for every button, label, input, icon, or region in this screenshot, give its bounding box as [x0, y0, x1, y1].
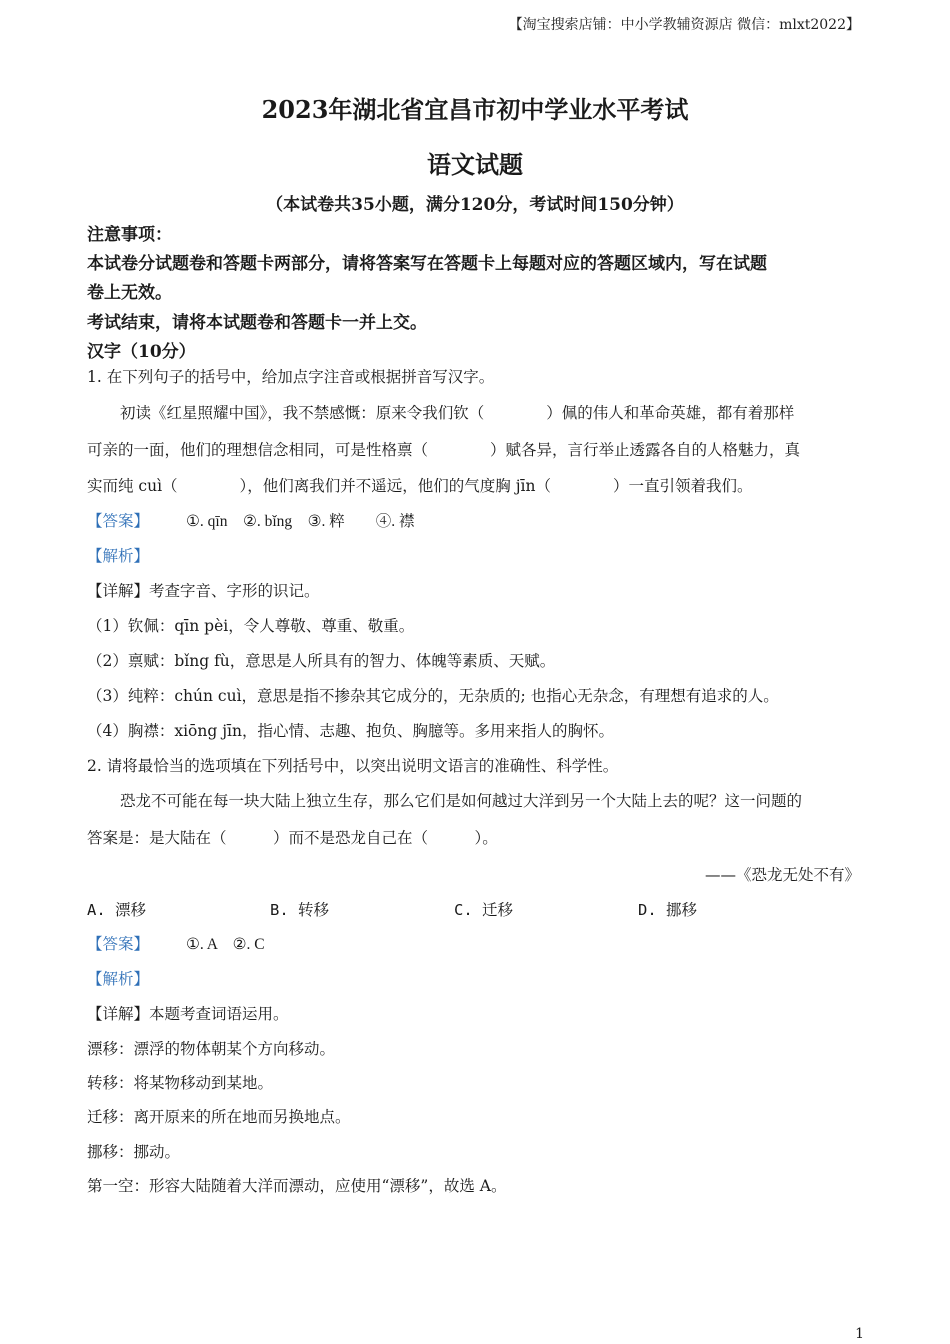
q2-answer-label: 【答案】 — [87, 935, 150, 953]
q2-option-c: C. 迁移 — [454, 901, 513, 919]
q2-source: ——《恐龙无处不有》 — [704, 866, 860, 884]
subject-title: 语文试题 — [427, 150, 523, 179]
notice-line-1b: 卷上无效。 — [87, 283, 172, 303]
q2-explain-3: 迁移：离开原来的所在地而另换地点。 — [87, 1108, 351, 1126]
q1-analysis-label: 【解析】 — [87, 547, 150, 565]
q2-explain-5: 第一空：形容大陆随着大洋而漂动，应使用“漂移”，故选 A。 — [87, 1177, 507, 1195]
q2-explain-4: 挪移：挪动。 — [87, 1143, 181, 1161]
q2-passage-line-2: 答案是：是大陆在（ ）而不是恐龙自己在（ ）。 — [87, 829, 498, 847]
q2-explain-2: 转移：将某物移动到某地。 — [87, 1074, 274, 1092]
notice-line-1a: 本试卷分试题卷和答题卡两部分，请将答案写在答题卡上每题对应的答题区域内，写在试题 — [87, 254, 767, 274]
q2-passage-line-1: 恐龙不可能在每一块大陆上独立生存，那么它们是如何越过大洋到另一个大陆上去的呢？这一问题的 — [120, 792, 803, 810]
q2-explain-1: 漂移：漂浮的物体朝某个方向移动。 — [87, 1040, 336, 1058]
q1-passage-line-2: 可亲的一面，他们的理想信念相同，可是性格禀（ ）赋各异，言行举止透露各自的人格魅力，真 — [87, 441, 801, 459]
q1-detail: 【详解】考查字音、字形的识记。 — [87, 582, 320, 600]
q2-option-b: B. 转移 — [270, 901, 329, 919]
q1-detail-2: （2）禀赋：bǐng fù，意思是人所具有的智力、体魄等素质、天赋。 — [87, 652, 556, 670]
section-heading: 汉字（10分） — [87, 342, 196, 362]
q1-passage-line-1: 初读《红星照耀中国》，我不禁感慨：原来令我们钦（ ）佩的伟人和革命英雄，都有着那样 — [120, 404, 795, 422]
q2-answers: ①. A ②. C — [186, 936, 265, 953]
q2-option-a: A. 漂移 — [87, 901, 146, 919]
q1-answers: ①. qīn ②. bǐng ③. 粹 ④. 襟 — [186, 513, 415, 530]
q1-detail-4: （4）胸襟：xiōng jīn，指心情、志趣、抱负、胸臆等。多用来指人的胸怀。 — [87, 722, 614, 740]
q1-detail-1: （1）钦佩：qīn pèi，令人尊敬、尊重、敬重。 — [87, 617, 415, 635]
q1-answer-label: 【答案】 — [87, 512, 150, 530]
page-number: 1 — [855, 1326, 864, 1342]
q2-stem: 2. 请将最恰当的选项填在下列括号中，以突出说明文语言的准确性、科学性。 — [87, 757, 619, 775]
q1-detail-3: （3）纯粹：chún cuì，意思是指不掺杂其它成分的，无杂质的; 也指心无杂念，有理想有追求的人。 — [87, 687, 779, 705]
notice-line-2: 考试结束，请将本试题卷和答题卡一并上交。 — [87, 313, 427, 333]
notice-heading: 注意事项： — [87, 225, 172, 245]
q1-stem: 1. 在下列句子的括号中，给加点字注音或根据拼音写汉字。 — [87, 368, 495, 386]
q2-option-d: D. 挪移 — [638, 901, 697, 919]
q2-detail: 【详解】本题考查词语运用。 — [87, 1005, 289, 1023]
exam-info: （本试卷共35小题，满分120分，考试时间150分钟） — [266, 195, 684, 215]
q2-analysis-label: 【解析】 — [87, 970, 150, 988]
shop-header: 【淘宝搜索店铺：中小学教辅资源店 微信：mlxt2022】 — [508, 17, 860, 33]
exam-title: 2023年湖北省宜昌市初中学业水平考试 — [261, 95, 689, 124]
q1-passage-line-3: 实而纯 cuì（ ），他们离我们并不遥远，他们的气度胸 jīn（ ）一直引领着我们。 — [87, 477, 753, 495]
